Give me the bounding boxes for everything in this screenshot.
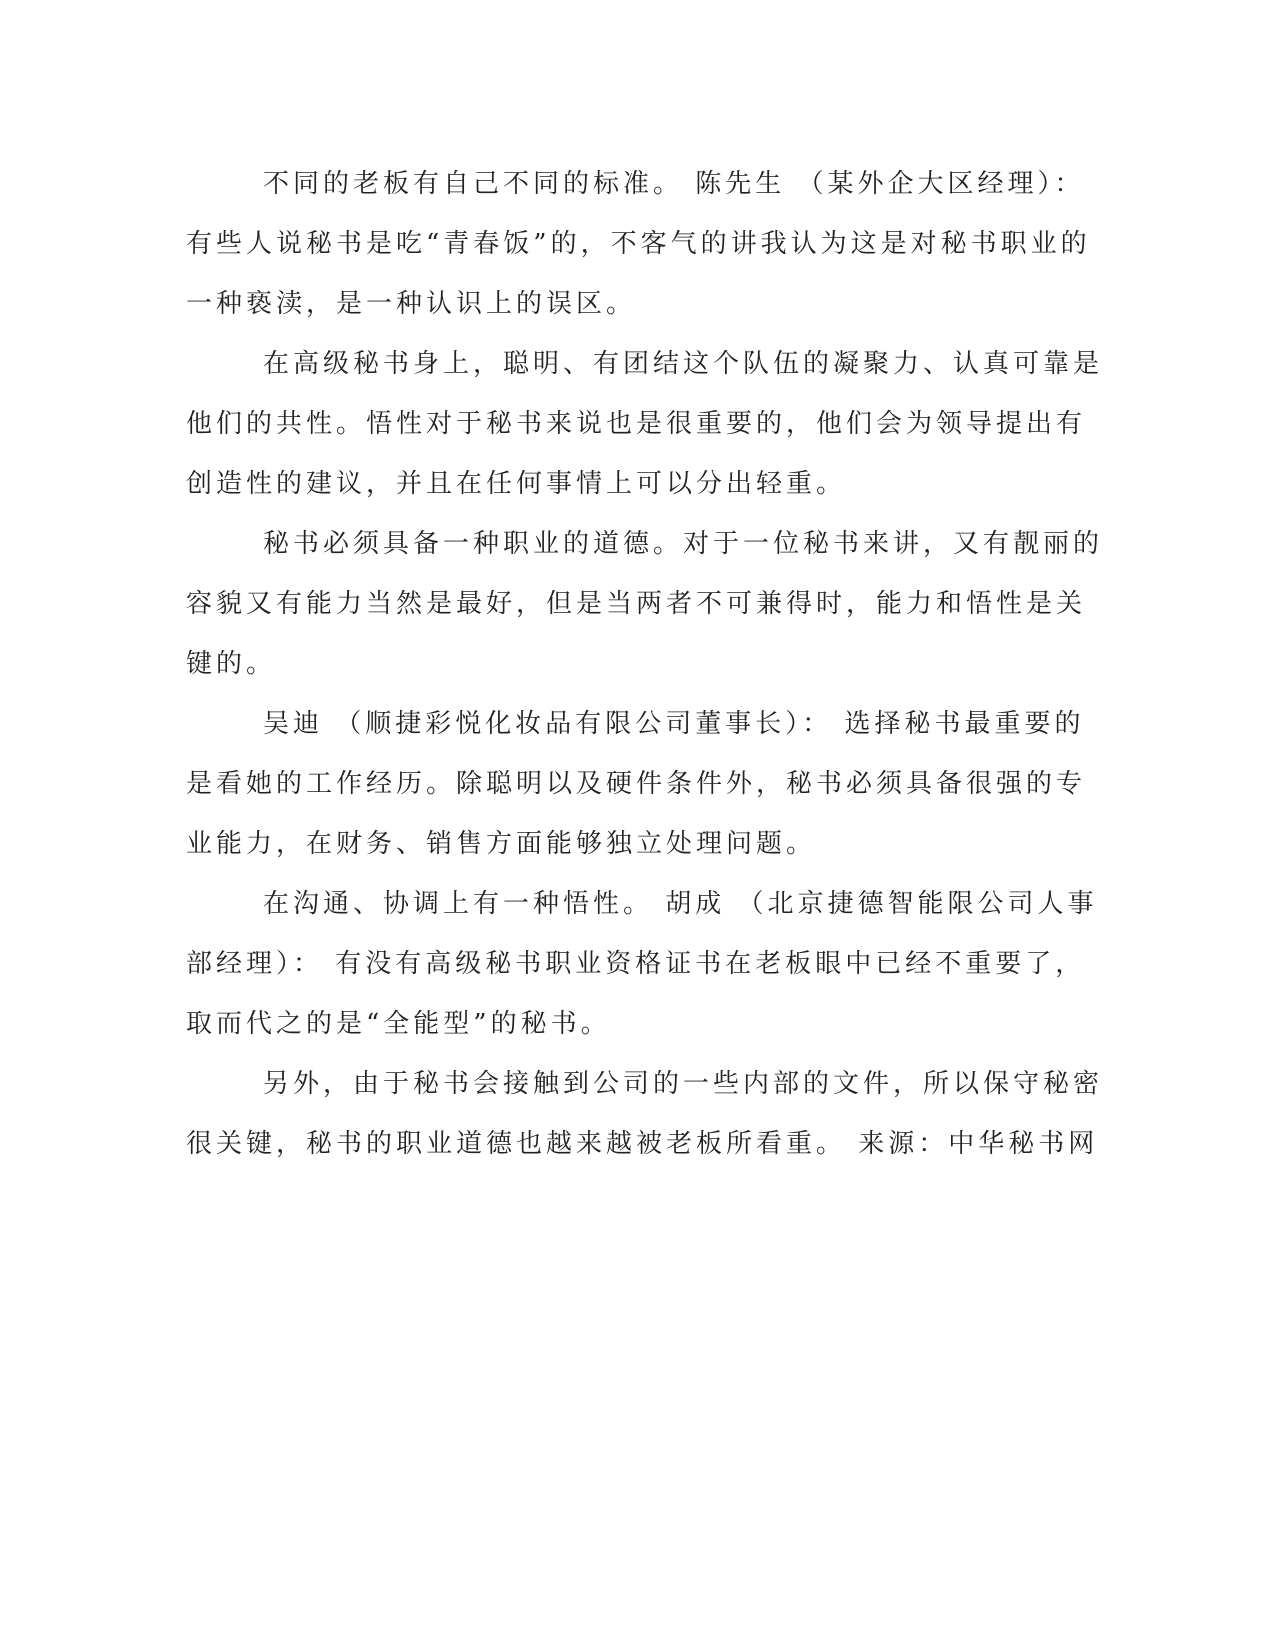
document-body	[186, 162, 1104, 1182]
paragraph-5-line-2: 部经理）： 有没有高级秘书职业资格证书在老板眼中已经不重要了，	[186, 949, 1086, 979]
paragraph-1-line-2: 有些人说秘书是吃“青春饭”的，不客气的讲我认为这是对秘书职业的	[186, 229, 1091, 259]
paragraph-2-line-3: 创造性的建议，并且在任何事情上可以分出轻重。	[186, 469, 847, 499]
paragraph-6-line-1: 另外，由于秘书会接触到公司的一些内部的文件，所以保守秘密	[263, 1069, 1104, 1099]
paragraph-3-line-2: 容貌又有能力当然是最好，但是当两者不可兼得时，能力和悟性是关	[186, 589, 1087, 619]
paragraph-5-line-1: 在沟通、协调上有一种悟性。 胡成 （北京捷德智能限公司人事	[263, 889, 1098, 919]
paragraph-1-line-1: 不同的老板有自己不同的标准。 陈先生 （某外企大区经理）：	[263, 169, 1085, 199]
paragraph-2-line-1: 在高级秘书身上，聪明、有团结这个队伍的凝聚力、认真可靠是	[263, 349, 1104, 379]
paragraph-4-line-1: 吴迪 （顺捷彩悦化妆品有限公司董事长）： 选择秘书最重要的	[263, 709, 1085, 739]
paragraph-2-line-2: 他们的共性。悟性对于秘书来说也是很重要的，他们会为领导提出有	[186, 409, 1087, 439]
paragraph-4-line-2: 是看她的工作经历。除聪明以及硬件条件外，秘书必须具备很强的专	[186, 769, 1087, 799]
paragraph-1-line-3: 一种亵渎，是一种认识上的误区。	[186, 289, 637, 319]
paragraph-4-line-3: 业能力，在财务、销售方面能够独立处理问题。	[186, 829, 817, 859]
paragraph-6-line-2: 很关键，秘书的职业道德也越来越被老板所看重。 来源：中华秘书网	[186, 1129, 1099, 1159]
paragraph-3-line-1: 秘书必须具备一种职业的道德。对于一位秘书来讲，又有靓丽的	[263, 529, 1104, 559]
paragraph-3-line-3: 键的。	[186, 649, 277, 679]
paragraph-5-line-3: 取而代之的是“全能型”的秘书。	[186, 1009, 611, 1039]
